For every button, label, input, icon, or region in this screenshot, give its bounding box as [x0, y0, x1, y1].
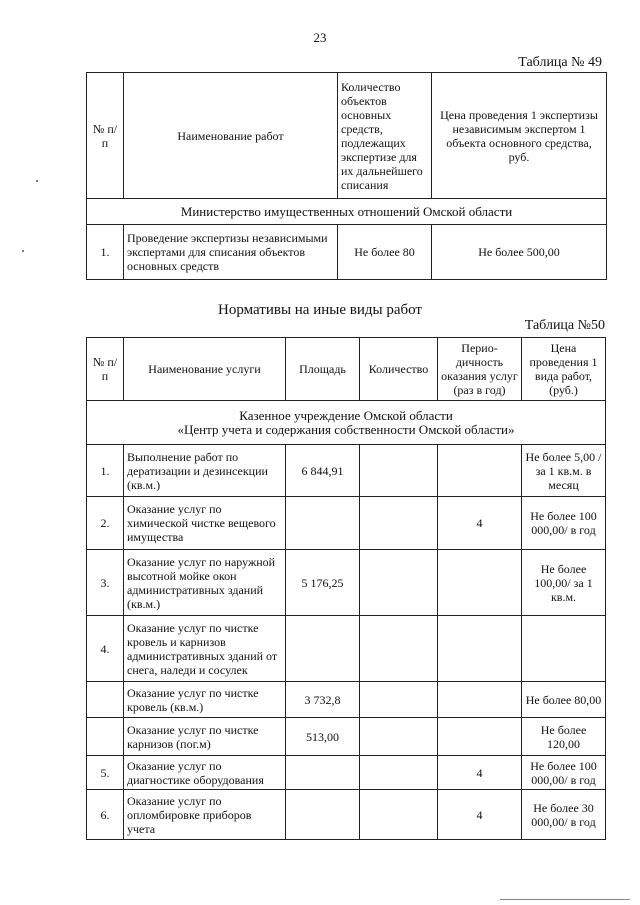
table-50: [86, 337, 606, 840]
row-price: [522, 616, 606, 682]
header-price: Цена проведения 1 вида работ, (руб.): [522, 338, 606, 401]
table-49-caption: Таблица № 49: [518, 55, 602, 70]
row-qty: [360, 682, 438, 718]
table-row: [87, 497, 606, 550]
row-price: Не более 80,00: [522, 682, 606, 718]
header-num: № п/п: [87, 338, 124, 401]
scan-speck: [22, 250, 24, 252]
table-49-section-row: [87, 199, 607, 225]
table-50-caption: Таблица №50: [524, 318, 605, 333]
row-name: Оказание услуг по опломбировке приборов учета: [124, 790, 286, 840]
row-price: Не более 500,00: [432, 225, 607, 280]
table-row: [87, 756, 606, 790]
row-name: Оказание услуг по чистке кровель (кв.м.): [124, 682, 286, 718]
row-name: Оказание услуг по чистке кровель и карнизов административных зданий от снега, наледи и сосулек: [124, 616, 286, 682]
row-price: Не более 100 000,00/ в год: [522, 497, 606, 550]
section-ministry: Министерство имущественных отношений Омской области: [87, 199, 607, 225]
scan-edge-line: [500, 899, 630, 900]
row-period: [438, 718, 522, 756]
row-period: [438, 616, 522, 682]
row-price: Не более 100,00/ за 1 кв.м.: [522, 550, 606, 616]
header-qty: Количество объектов основных средств, подлежащих экспертизе для их дальнейшего списания: [338, 73, 432, 199]
row-area: 513,00: [286, 718, 360, 756]
header-name: Наименование работ: [124, 73, 338, 199]
row-area: [286, 616, 360, 682]
row-period: [438, 682, 522, 718]
row-name: Оказание услуг по чистке карнизов (пог.м): [124, 718, 286, 756]
table-row: [87, 225, 607, 280]
row-area: 5 176,25: [286, 550, 360, 616]
row-name: Выполнение работ по дератизации и дезинсекции (кв.м.): [124, 445, 286, 497]
row-num: 1.: [87, 225, 124, 280]
row-period: [438, 445, 522, 497]
row-num: 6.: [87, 790, 124, 840]
row-name: Оказание услуг по наружной высотной мойке окон административных зданий (кв.м.): [124, 550, 286, 616]
row-num: 1.: [87, 445, 124, 497]
header-period: Перио-дичность оказания услуг (раз в год): [438, 338, 522, 401]
row-price: Не более 120,00: [522, 718, 606, 756]
row-period: [438, 550, 522, 616]
row-num: 5.: [87, 756, 124, 790]
table-49: [86, 72, 607, 280]
row-name: Оказание услуг по диагностике оборудования: [124, 756, 286, 790]
row-price: Не более 5,00 / за 1 кв.м. в месяц: [522, 445, 606, 497]
table-row: [87, 718, 606, 756]
row-num: [87, 682, 124, 718]
section-title: Нормативы на иные виды работ: [218, 302, 422, 318]
row-num: 4.: [87, 616, 124, 682]
header-price: Цена проведения 1 экспертизы независимым экспертом 1 объекта основного средства, руб.: [432, 73, 607, 199]
row-area: [286, 756, 360, 790]
section-line-1: Казенное учреждение Омской области: [239, 407, 453, 423]
page-number: 23: [313, 30, 327, 45]
row-qty: [360, 445, 438, 497]
header-num: № п/п: [87, 73, 124, 199]
table-row: [87, 550, 606, 616]
row-period: 4: [438, 790, 522, 840]
row-num: [87, 718, 124, 756]
header-area: Площадь: [286, 338, 360, 401]
row-qty: [360, 718, 438, 756]
table-row: [87, 616, 606, 682]
table-50-header-row: [87, 338, 606, 401]
table-row: [87, 445, 606, 497]
row-qty: [360, 790, 438, 840]
row-period: 4: [438, 497, 522, 550]
row-qty: [360, 550, 438, 616]
table-50-section-row: [87, 401, 606, 445]
row-qty: [360, 616, 438, 682]
section-institution: [87, 401, 606, 445]
row-area: 3 732,8: [286, 682, 360, 718]
section-line-2: «Центр учета и содержания собственности Омской области»: [177, 421, 515, 437]
row-qty: [360, 497, 438, 550]
row-num: 3.: [87, 550, 124, 616]
row-num: 2.: [87, 497, 124, 550]
row-area: [286, 497, 360, 550]
row-qty: Не более 80: [338, 225, 432, 280]
row-area: 6 844,91: [286, 445, 360, 497]
row-qty: [360, 756, 438, 790]
row-name: Оказание услуг по химической чистке вещевого имущества: [124, 497, 286, 550]
row-area: [286, 790, 360, 840]
scan-speck: [36, 180, 38, 182]
header-qty: Количество: [360, 338, 438, 401]
row-name: Проведение экспертизы независимыми экспертами для списания объектов основных средств: [124, 225, 338, 280]
row-price: Не более 30 000,00/ в год: [522, 790, 606, 840]
row-price: Не более 100 000,00/ в год: [522, 756, 606, 790]
table-49-header-row: [87, 73, 607, 199]
table-row: [87, 682, 606, 718]
header-name: Наименование услуги: [124, 338, 286, 401]
table-row: [87, 790, 606, 840]
row-period: 4: [438, 756, 522, 790]
